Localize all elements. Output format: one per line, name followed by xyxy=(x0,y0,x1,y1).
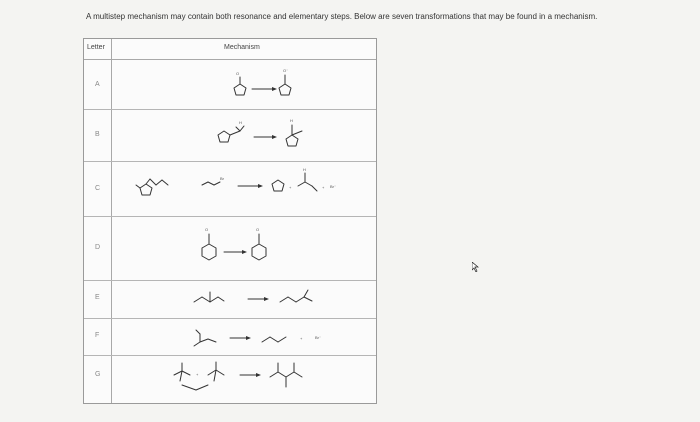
svg-text:+: + xyxy=(196,372,199,377)
instructions-text: A multistep mechanism may contain both resonance and elementary steps. Below are seven transformations that may be found in a mechanism. xyxy=(86,12,598,21)
svg-text:H: H xyxy=(239,120,242,125)
svg-text:O: O xyxy=(205,227,209,232)
table-row-e xyxy=(84,280,376,319)
row-letter: C xyxy=(95,185,101,192)
row-letter: A xyxy=(95,81,100,88)
mechanism-structure-c xyxy=(112,161,376,216)
table-row-d xyxy=(84,216,376,281)
svg-text:H: H xyxy=(290,118,293,123)
mechanism-column-header: Mechanism xyxy=(224,44,260,51)
table-row-a xyxy=(84,59,376,110)
table-header xyxy=(84,39,376,60)
row-letter: D xyxy=(95,244,101,251)
svg-text:H: H xyxy=(303,167,306,172)
svg-text:O: O xyxy=(256,227,260,232)
mechanism-structure-d xyxy=(112,216,376,280)
svg-text:Br: Br xyxy=(220,176,224,181)
svg-text:O⁻: O⁻ xyxy=(283,68,289,73)
row-letter: E xyxy=(95,294,100,301)
mechanism-structure-f xyxy=(112,318,376,355)
svg-text:O: O xyxy=(236,71,240,76)
mechanism-structure-b xyxy=(112,109,376,161)
svg-text:+: + xyxy=(300,336,303,341)
row-letter: F xyxy=(95,332,100,339)
row-letter: G xyxy=(95,371,101,378)
mechanism-table xyxy=(83,38,377,404)
svg-text:Br⁻: Br⁻ xyxy=(330,184,337,189)
table-row-f xyxy=(84,318,376,356)
table-row-g xyxy=(84,355,376,403)
svg-text:+: + xyxy=(289,185,292,190)
letter-column-header: Letter xyxy=(87,44,105,51)
svg-text:+: + xyxy=(322,185,325,190)
mechanism-structure-e xyxy=(112,280,376,318)
mechanism-structure-a xyxy=(112,59,376,109)
svg-text:Br⁻: Br⁻ xyxy=(315,335,322,340)
mouse-pointer-icon xyxy=(472,262,480,272)
table-row-b xyxy=(84,109,376,162)
row-letter: B xyxy=(95,131,100,138)
table-row-c xyxy=(84,161,376,217)
mechanism-structure-g xyxy=(112,355,376,403)
